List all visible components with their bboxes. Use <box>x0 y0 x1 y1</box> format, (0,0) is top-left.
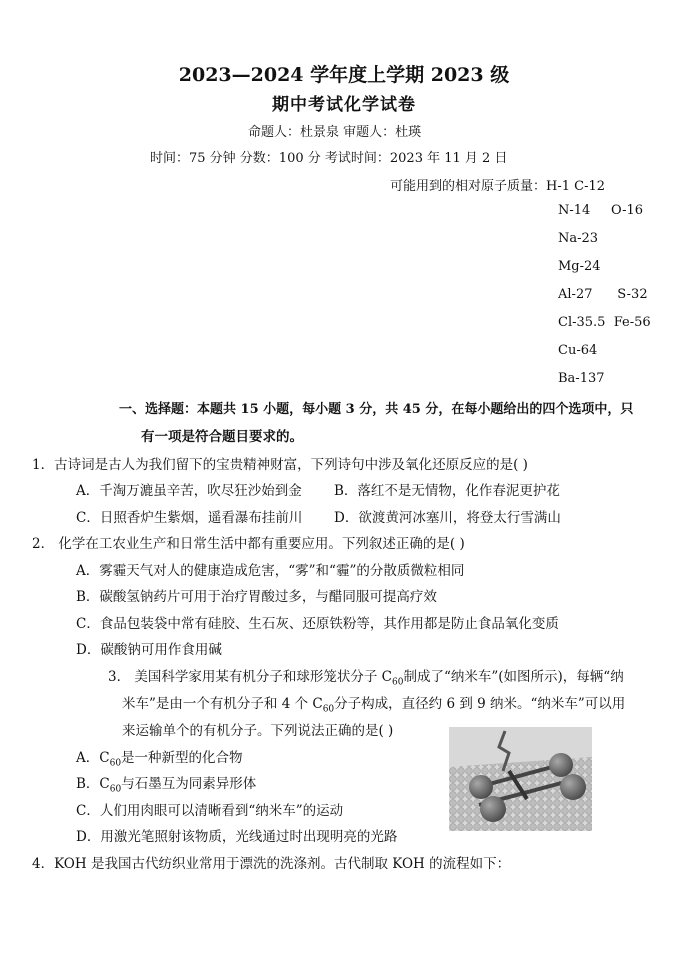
q3-option-b: B．$C_{60}$与石墨互为同素异形体 <box>76 776 257 795</box>
q3-stem-line2: 米车”是由一个有机分子和 4 个 $C_{60}$分子构成，直径约 6 到 9 纳米。“纳米车”可以用 <box>122 696 626 715</box>
exam-authors: 命题人：杜景泉 审题人：杜瑛 <box>248 125 422 140</box>
q3-stem-line1: 3． 美国科学家用某有机分子和球形笼状分子 $C_{60}$制成了“纳米车”(如图所示)，每辆“纳 <box>108 669 624 688</box>
q2-stem: 2． 化学在工农业生产和日常生活中都有重要应用。下列叙述正确的是( ) <box>32 536 465 552</box>
q3-option-a: A．$C_{60}$是一种新型的化合物 <box>76 750 243 769</box>
section-heading-cont: 有一项是符合题目要求的。 <box>141 429 303 445</box>
q2-option-c: C．食品包装袋中常有硅胶、生石灰、还原铁粉等，其作用都是防止食品氧化变质 <box>76 616 559 632</box>
q1-option-b: B．落红不是无情物，化作春泥更护花 <box>334 483 560 499</box>
section-heading: 一、选择题：本题共 15 小题，每小题 3 分，共 45 分，在每小题给出的四个选项中，只 <box>119 402 634 417</box>
q1-option-c: C．日照香炉生紫烟，遥看瀑布挂前川 <box>76 510 303 526</box>
q2-option-a: A．雾霾天气对人的健康造成危害，“雾”和“霾”的分散质微粒相同 <box>76 563 465 579</box>
atomic-mass-row: Na-23 <box>558 231 599 246</box>
q3-option-d: D．用激光笔照射该物质，光线通过时出现明亮的光路 <box>76 829 398 845</box>
q4-stem: 4．KOH 是我国古代纺织业常用于漂洗的洗涤剂。古代制取 KOH 的流程如下： <box>32 856 511 872</box>
q3-option-c: C．人们用肉眼可以清晰看到“纳米车”的运动 <box>76 803 344 819</box>
exam-info: 时间：75 分钟 分数：100 分 考试时间：2023 年 11 月 2 日 <box>150 151 508 166</box>
atomic-mass-row: N-14 O-16 <box>558 203 644 218</box>
atomic-mass-row: Ba-137 <box>558 371 605 386</box>
atomic-mass-row: Mg-24 <box>558 259 601 274</box>
atomic-mass-row: Al-27 S-32 <box>558 287 648 302</box>
atomic-mass-row: Cu-64 <box>558 343 598 358</box>
atomic-mass-row: Cl-35.5 Fe-56 <box>558 315 651 330</box>
nanocar-illustration <box>449 727 592 831</box>
exam-title: 2023—2024 学年度上学期 2023 级 <box>178 64 510 86</box>
q3-stem-line3: 来运输单个的有机分子。下列说法正确的是( ) <box>122 723 394 739</box>
exam-subtitle: 期中考试化学试卷 <box>272 95 416 115</box>
nanocar-image <box>449 727 592 831</box>
q1-option-d: D．欲渡黄河冰塞川，将登太行雪满山 <box>334 510 561 526</box>
atomic-mass-label: 可能用到的相对原子质量：H-1 C-12 <box>390 179 606 194</box>
q1-option-a: A．千淘万漉虽辛苦，吹尽狂沙始到金 <box>76 483 302 499</box>
q2-option-b: B．碳酸氢钠药片可用于治疗胃酸过多，与醋同服可提高疗效 <box>76 589 437 605</box>
q1-stem: 1．古诗词是古人为我们留下的宝贵精神财富，下列诗句中涉及氧化还原反应的是( ) <box>32 457 528 473</box>
q2-option-d: D．碳酸钠可用作食用碱 <box>76 642 222 658</box>
